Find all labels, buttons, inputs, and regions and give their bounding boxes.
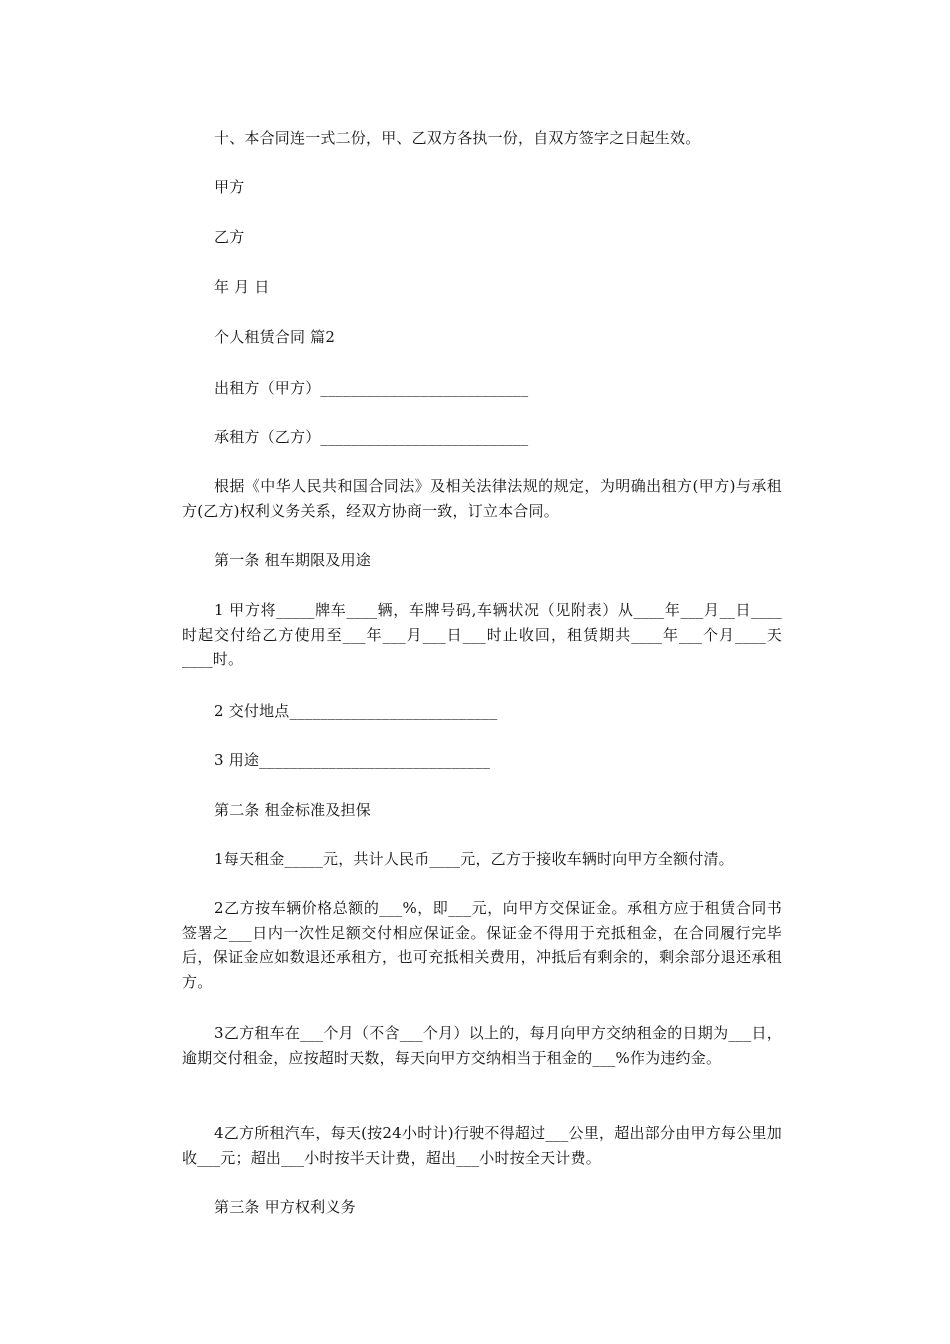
lessor-line: 出租方（甲方）___________________________ [214,379,529,397]
party-a-signature-label: 甲方 [214,178,245,196]
party-b-signature-label: 乙方 [214,228,245,246]
article-1-item-2: 2 交付地点___________________________ [214,702,498,720]
preamble-paragraph: 根据《中华人民共和国合同法》及相关法律法规的规定，为明确出租方(甲方)与承租方(乙方)权利义务关系，经双方协商一致，订立本合同。 [182,477,782,520]
date-line: 年 月 日 [214,278,270,296]
article-2-item-2: 2乙方按车辆价格总额的___%，即___元，向甲方交保证金。承租方应于租赁合同书签署之___日内一次性足额交付相应保证金。保证金不得用于充抵租金，在合同履行完毕后，保证金应如数退还承租方，也可充抵相关费用，冲抵后有剩余的，剩余部分退还承租方。 [182,899,782,991]
clause-10-text: 十、本合同连一式二份，甲、乙双方各执一份，自双方签字之日起生效。 [214,129,701,147]
article-2-item-4: 4乙方所租汽车，每天(按24小时计)行驶不得超过___公里，超出部分由甲方每公里加收___元；超出___小时按半天计费，超出___小时按全天计费。 [182,1124,782,1167]
article-1-title: 第一条 租车期限及用途 [214,551,371,569]
article-2-item-1: 1每天租金_____元，共计人民币____元，乙方于接收车辆时向甲方全额付清。 [214,850,734,868]
article-1-item-1: 1 甲方将_____牌车____辆，车牌号码,车辆状况（见附表）从____年___月__日____时起交付给乙方使用至___年___月___日___时止收回，租赁期共____年___个月____天____时。 [182,601,782,668]
article-3-title: 第三条 甲方权利义务 [214,1198,356,1216]
lessee-line: 承租方（乙方）___________________________ [214,428,529,446]
section-title: 个人租赁合同 篇2 [214,328,336,346]
article-1-item-3: 3 用途______________________________ [214,751,491,769]
article-2-item-3: 3乙方租车在___个月（不含___个月）以上的，每月向甲方交纳租金的日期为___日，逾期交付租金，应按超时天数，每天向甲方交纳相当于租金的___%作为违约金。 [182,1024,782,1067]
article-2-title: 第二条 租金标准及担保 [214,801,371,819]
